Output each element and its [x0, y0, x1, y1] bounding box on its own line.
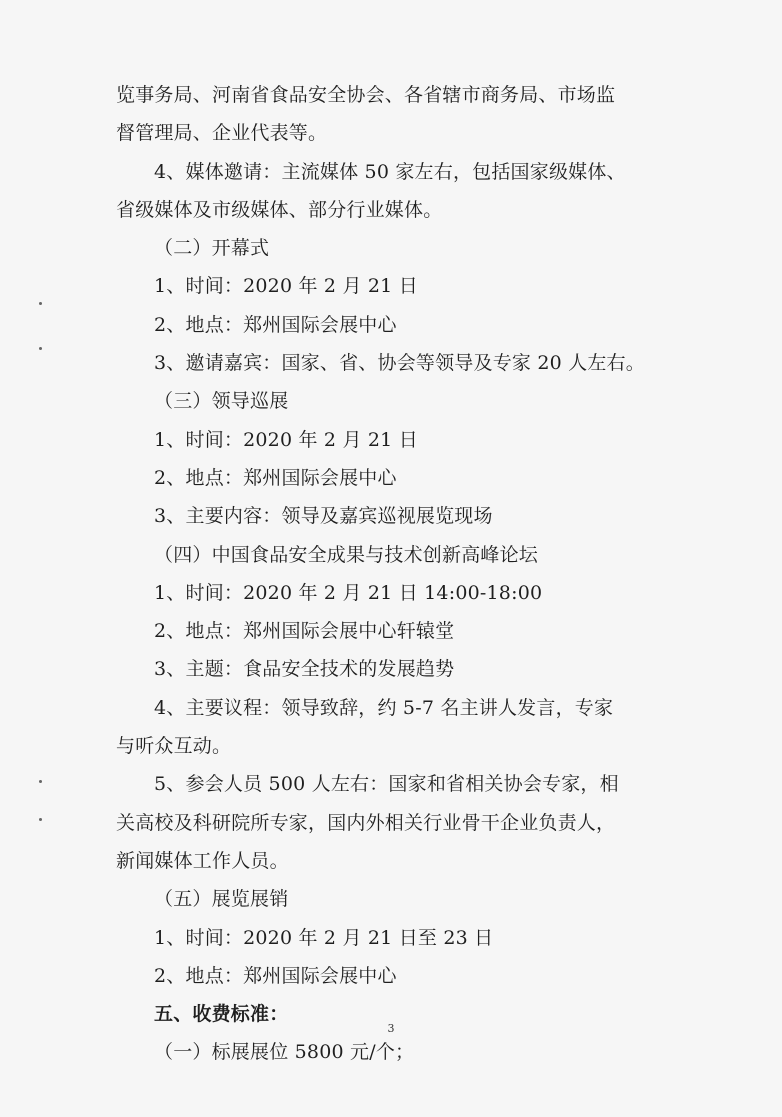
text-line: 3、邀请嘉宾：国家、省、协会等领导及专家 20 人左右。: [154, 352, 645, 375]
subsection-heading: （五）展览展销: [154, 888, 289, 911]
scan-speck: [39, 302, 42, 305]
text-line: 关高校及科研院所专家，国内外相关行业骨干企业负责人，: [116, 811, 616, 834]
text-line: 1、时间：2020 年 2 月 21 日: [154, 275, 418, 298]
page-number: 3: [387, 1022, 395, 1035]
text-line: 3、主题：食品安全技术的发展趋势: [154, 658, 455, 681]
text-line: 督管理局、企业代表等。: [116, 122, 328, 145]
document-body: [116, 76, 676, 1072]
text-line: 4、主要议程：领导致辞，约 5-7 名主讲人发言，专家: [154, 696, 614, 719]
text-line: 3、主要内容：领导及嘉宾巡视展览现场: [154, 505, 493, 528]
text-line: 1、时间：2020 年 2 月 21 日 14:00-18:00: [154, 581, 543, 604]
scan-speck: [39, 780, 42, 783]
text-line: 览事务局、河南省食品安全协会、各省辖市商务局、市场监: [116, 84, 616, 106]
subsection-heading: （二）开幕式: [154, 237, 270, 260]
text-line: 1、时间：2020 年 2 月 21 日至 23 日: [154, 926, 494, 949]
text-line: 2、地点：郑州国际会展中心: [154, 964, 397, 987]
text-line: 与听众互动。: [116, 735, 232, 758]
text-line: （一）标展展位 5800 元/个；: [154, 1041, 415, 1064]
text-line: 2、地点：郑州国际会展中心: [154, 466, 397, 489]
text-line: 1、时间：2020 年 2 月 21 日: [154, 428, 418, 451]
text-line: 4、媒体邀请：主流媒体 50 家左右，包括国家级媒体、: [154, 160, 626, 183]
section-heading: 五、收费标准：: [154, 1003, 289, 1026]
subsection-heading: （三）领导巡展: [154, 390, 289, 413]
text-line: 新闻媒体工作人员。: [116, 849, 289, 872]
scan-speck: [39, 347, 42, 350]
scan-speck: [39, 818, 42, 821]
subsection-heading: （四）中国食品安全成果与技术创新高峰论坛: [154, 543, 539, 566]
text-line: 省级媒体及市级媒体、部分行业媒体。: [116, 198, 443, 221]
text-line: 2、地点：郑州国际会展中心: [154, 313, 397, 336]
text-line: 5、参会人员 500 人左右：国家和省相关协会专家，相: [154, 773, 619, 796]
text-line: 2、地点：郑州国际会展中心轩辕堂: [154, 620, 455, 643]
